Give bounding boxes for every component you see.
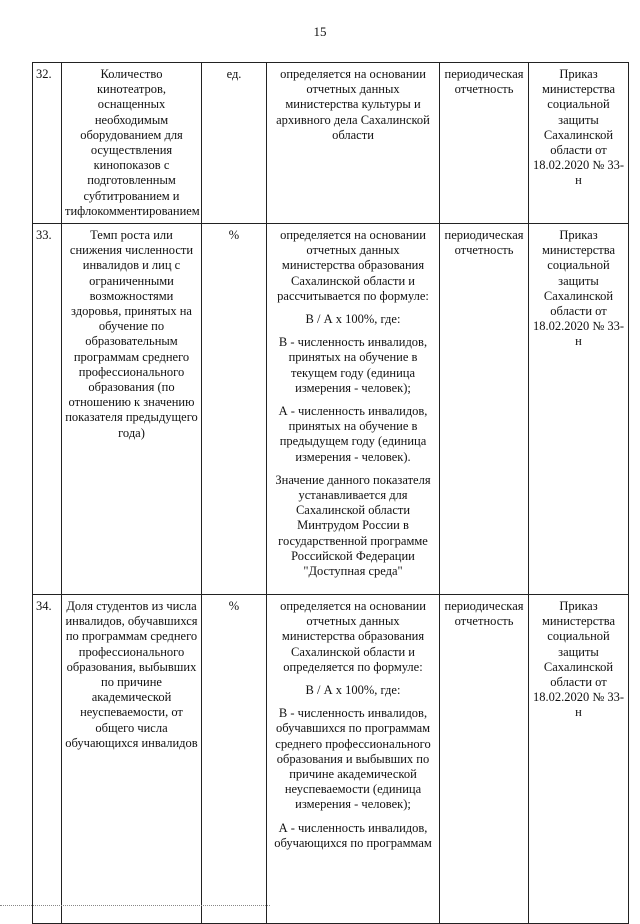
method-paragraph: В - численность инвалидов, обучавшихся по программам среднего профессионального образования и выбывших по причине академической неуспеваемости (единица измерения - человек); [275, 706, 431, 812]
method-paragraph: определяется на основании отчетных данных министерства образования Сахалинской области и рассчитывается по формуле: [277, 228, 429, 303]
data-source: Приказ министерства социальной защиты Сахалинской области от 18.02.2020 № 33-н [529, 63, 629, 224]
unit-of-measure: % [202, 595, 267, 924]
page-bottom-divider [0, 905, 270, 906]
indicators-table [32, 62, 629, 924]
data-source: Приказ министерства социальной защиты Сахалинской области от 18.02.2020 № 33-н [529, 595, 629, 924]
formula: В / А х 100%, где: [305, 683, 401, 698]
page-number: 15 [313, 24, 327, 39]
method-paragraph: определяется на основании отчетных данных министерства образования Сахалинской области и определяется по формуле: [280, 599, 426, 674]
method-paragraph: Значение данного показателя устанавливается для Сахалинской области Минтрудом России в государственной программе Российской Федерации "Доступная среда" [275, 472, 431, 579]
method-paragraph: А - численность инвалидов, обучающихся по программам [274, 820, 432, 850]
method-paragraph: В - численность инвалидов, принятых на обучение в текущем году (единица измерения - человек); [278, 335, 428, 395]
method-paragraph: А - численность инвалидов, принятых на обучение в предыдущем году (единица измерения - человек). [278, 404, 428, 464]
periodicity: периодическая отчетность [440, 595, 529, 924]
table-row [33, 63, 629, 224]
table-row [33, 595, 629, 924]
row-number: 32. [33, 63, 62, 224]
calculation-method [267, 224, 440, 595]
calculation-method [267, 595, 440, 924]
formula: В / А х 100%, где: [305, 312, 401, 327]
periodicity: периодическая отчетность [440, 63, 529, 224]
periodicity: периодическая отчетность [440, 224, 529, 595]
indicator-name: Количество кинотеатров, оснащенных необходимым оборудованием для осуществления кинопоказов с подготовленным субтитрованием и тифлокомментированием [62, 63, 202, 224]
unit-of-measure: ед. [202, 63, 267, 224]
unit-of-measure: % [202, 224, 267, 595]
indicator-name: Доля студентов из числа инвалидов, обучавшихся по программам среднего профессионального образования, выбывших по причине академической неуспеваемости, от общего числа обучающихся инвалидов [62, 595, 202, 924]
row-number: 34. [33, 595, 62, 924]
data-source: Приказ министерства социальной защиты Сахалинской области от 18.02.2020 № 33-н [529, 224, 629, 595]
row-number: 33. [33, 224, 62, 595]
calculation-method [267, 63, 440, 224]
method-paragraph: определяется на основании отчетных данных министерства культуры и архивного дела Сахалинской области [276, 67, 430, 142]
table-row [33, 224, 629, 595]
indicator-name: Темп роста или снижения численности инвалидов и лиц с ограниченными возможностями здоровья, принятых на обучение по образовательным программам среднего профессионального образования (по отношению к значению показателя предыдущего года) [62, 224, 202, 595]
